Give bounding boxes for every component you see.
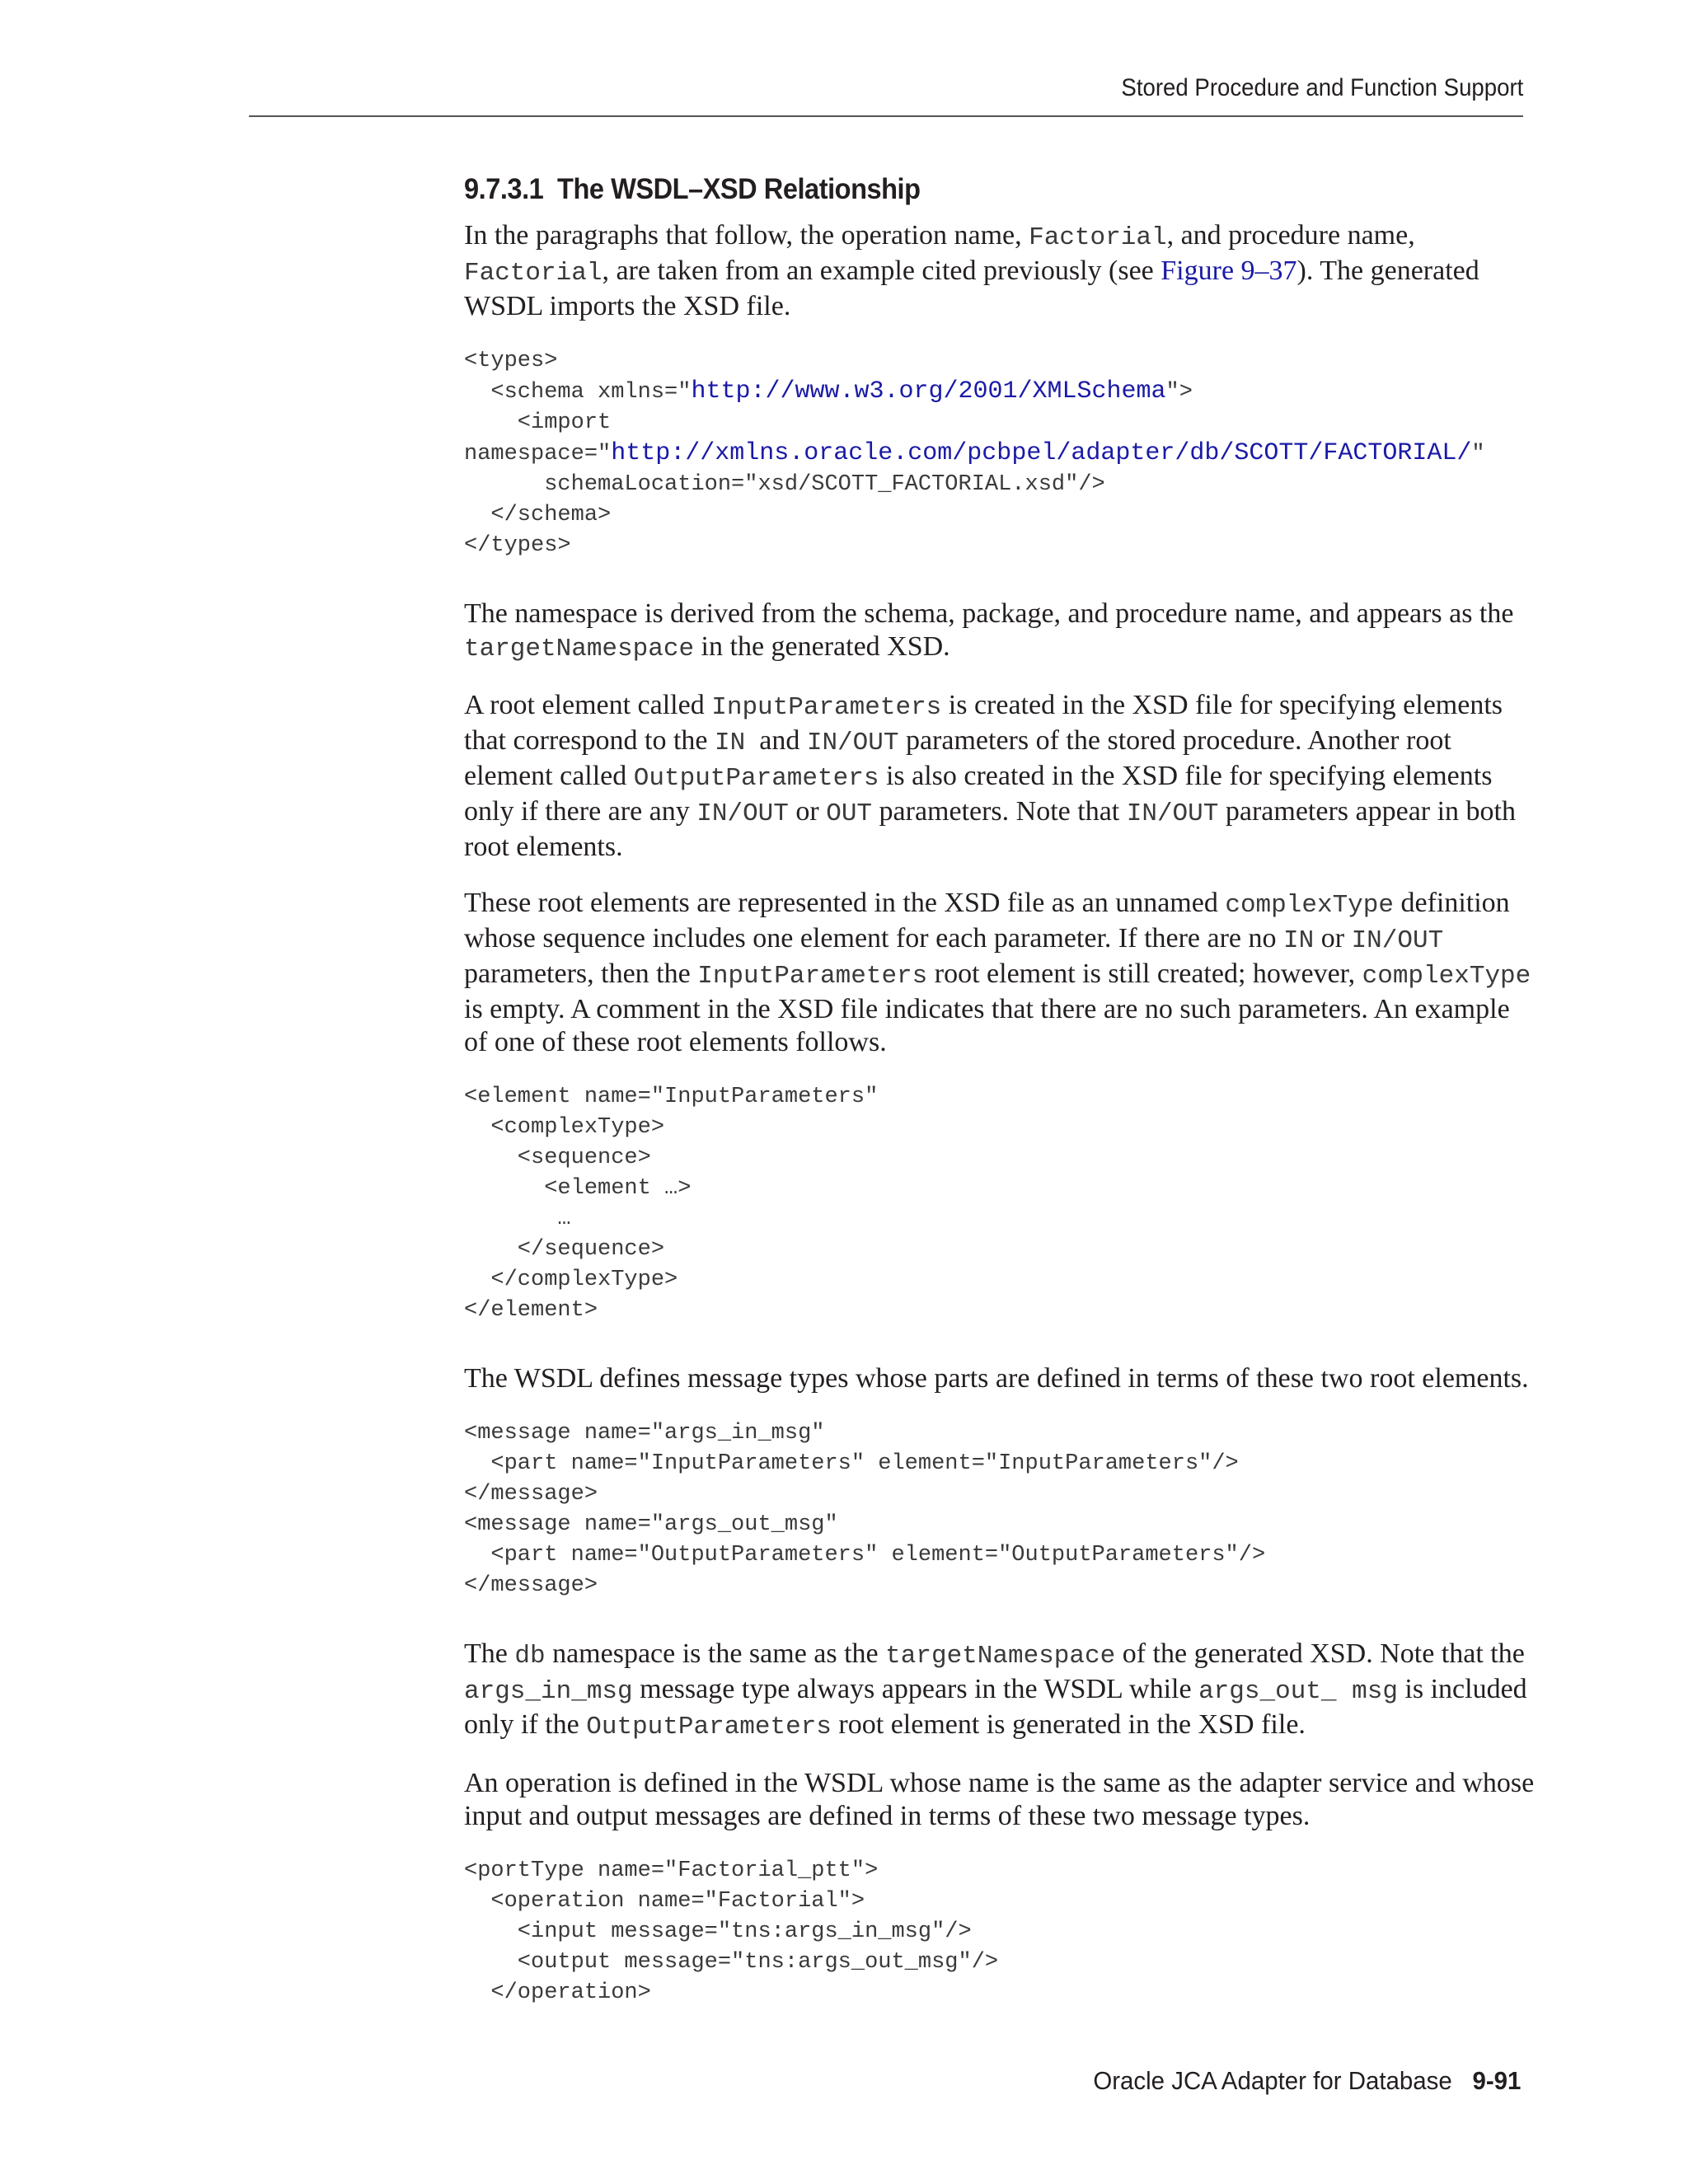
namespace-url-link[interactable]: http://xmlns.oracle.com/pcbpel/adapter/db/SCOTT/FACTORIAL/ xyxy=(611,439,1472,467)
text: parameters. Note that xyxy=(872,796,1127,827)
figure-link[interactable]: Figure 9–37 xyxy=(1160,255,1297,286)
code-line: schemaLocation="xsd/SCOTT_FACTORIAL.xsd"/> xyxy=(464,472,1105,497)
text: , are taken from an example cited previously (see xyxy=(602,255,1161,286)
page-footer xyxy=(1093,2066,1521,2096)
code-term: db xyxy=(514,1642,546,1671)
text: or xyxy=(788,796,827,827)
header-divider xyxy=(249,115,1523,117)
code-term: InputParameters xyxy=(711,693,942,722)
code-block-element: <element name="InputParameters" <complexType> <sequence> <element …> … </sequence> </complexType> </element> xyxy=(464,1085,879,1323)
text: In the paragraphs that follow, the operation name, xyxy=(464,220,1029,251)
section-heading xyxy=(464,173,1461,206)
text: parameters of the stored procedure. Another root element called xyxy=(464,725,1451,791)
text: A root element called xyxy=(464,690,712,720)
code-block-porttype: <portType name="Factorial_ptt"> <operation name="Factorial"> <input message="tns:args_in_msg"/> <output message="tns:args_out_msg"/> </operation> xyxy=(464,1858,999,2005)
text: namespace is the same as the xyxy=(545,1638,886,1669)
code-line: <types> xyxy=(464,349,558,373)
book-title: Oracle JCA Adapter for Database xyxy=(1092,2066,1452,2095)
text: definition whose sequence includes one element for each parameter. If there are no xyxy=(464,888,1510,954)
paragraph-root-elements xyxy=(464,689,1536,864)
code-term: OutputParameters xyxy=(586,1713,832,1741)
code-term: IN/OUT xyxy=(806,729,899,757)
code-term: IN xyxy=(715,729,746,757)
code-line: " xyxy=(1471,442,1485,466)
text: The namespace is derived from the schema, package, and procedure name, and appears as the xyxy=(464,598,1514,629)
code-term: complexType xyxy=(1225,891,1394,920)
code-term: OUT xyxy=(826,799,873,828)
paragraph-intro xyxy=(464,219,1536,323)
code-term: OutputParameters xyxy=(633,764,879,793)
text: root element is generated in the XSD file. xyxy=(831,1709,1306,1740)
text: is also created in the XSD file for specifying elements only if there are any xyxy=(464,761,1493,827)
section-title: The WSDL–XSD Relationship xyxy=(557,173,921,205)
code-line: </schema> xyxy=(464,503,612,527)
code-term: Factorial xyxy=(464,259,603,288)
code-line: <schema xmlns=" xyxy=(464,380,692,405)
paragraph-complextype xyxy=(464,887,1536,1059)
code-term: Factorial xyxy=(1029,223,1167,252)
text: root element is still created; however, xyxy=(927,958,1362,989)
code-term: args_out_ msg xyxy=(1198,1677,1398,1706)
section-number: 9.7.3.1 xyxy=(464,173,544,205)
code-term: targetNamespace xyxy=(464,635,695,663)
paragraph-namespace xyxy=(464,598,1536,666)
paragraph-db-namespace xyxy=(464,1638,1536,1744)
text: The xyxy=(464,1638,515,1669)
text: is empty. A comment in the XSD file indicates that there are no such parameters. An example of one of these root elements follows. xyxy=(464,994,1510,1057)
paragraph-message-types: The WSDL defines message types whose parts are defined in terms of these two root elements. xyxy=(464,1363,1529,1394)
code-line: namespace=" xyxy=(464,442,612,466)
code-term: IN/OUT xyxy=(1126,799,1219,828)
code-term: IN xyxy=(1283,926,1315,955)
code-term: InputParameters xyxy=(697,962,928,991)
page-number: 9-91 xyxy=(1472,2066,1521,2095)
text: and xyxy=(745,725,807,756)
code-term: args_in_msg xyxy=(464,1677,633,1706)
schema-url-link[interactable]: http://www.w3.org/2001/XMLSchema xyxy=(691,377,1166,405)
code-term: IN/OUT xyxy=(696,799,789,828)
page-body xyxy=(464,173,1536,2045)
text: is created in the XSD file for specifying elements that correspond to the xyxy=(464,690,1503,756)
text: message type always appears in the WSDL while xyxy=(632,1674,1199,1704)
text: These root elements are represented in the XSD file as an unnamed xyxy=(464,888,1226,918)
code-line: </types> xyxy=(464,533,571,558)
text: in the generated XSD. xyxy=(694,631,950,662)
code-term: IN/OUT xyxy=(1351,926,1444,955)
code-line: <import xyxy=(464,410,612,435)
text: ). The generated WSDL imports the XSD file. xyxy=(464,255,1479,321)
code-line: "> xyxy=(1165,380,1193,405)
code-term: targetNamespace xyxy=(885,1642,1116,1671)
paragraph-operation: An operation is defined in the WSDL whose name is the same as the adapter service and whose input and output messages are defined in terms of these two message types. xyxy=(464,1768,1535,1831)
running-header: Stored Procedure and Function Support xyxy=(1121,74,1523,101)
code-block-message: <message name="args_in_msg" <part name="InputParameters" element="InputParameters"/> </message> <message name="args_out_msg" <part name="OutputParameters" element="OutputParameters"/> </message> xyxy=(464,1421,1266,1598)
text: or xyxy=(1314,923,1352,954)
code-term: complexType xyxy=(1362,962,1531,991)
text: parameters, then the xyxy=(464,958,698,989)
code-block-types xyxy=(464,346,1536,561)
text: , and procedure name, xyxy=(1166,220,1415,251)
text: parameters appear in both root elements. xyxy=(464,796,1516,862)
text: of the generated XSD. Note that the xyxy=(1115,1638,1525,1669)
text: is included only if the xyxy=(464,1674,1527,1740)
